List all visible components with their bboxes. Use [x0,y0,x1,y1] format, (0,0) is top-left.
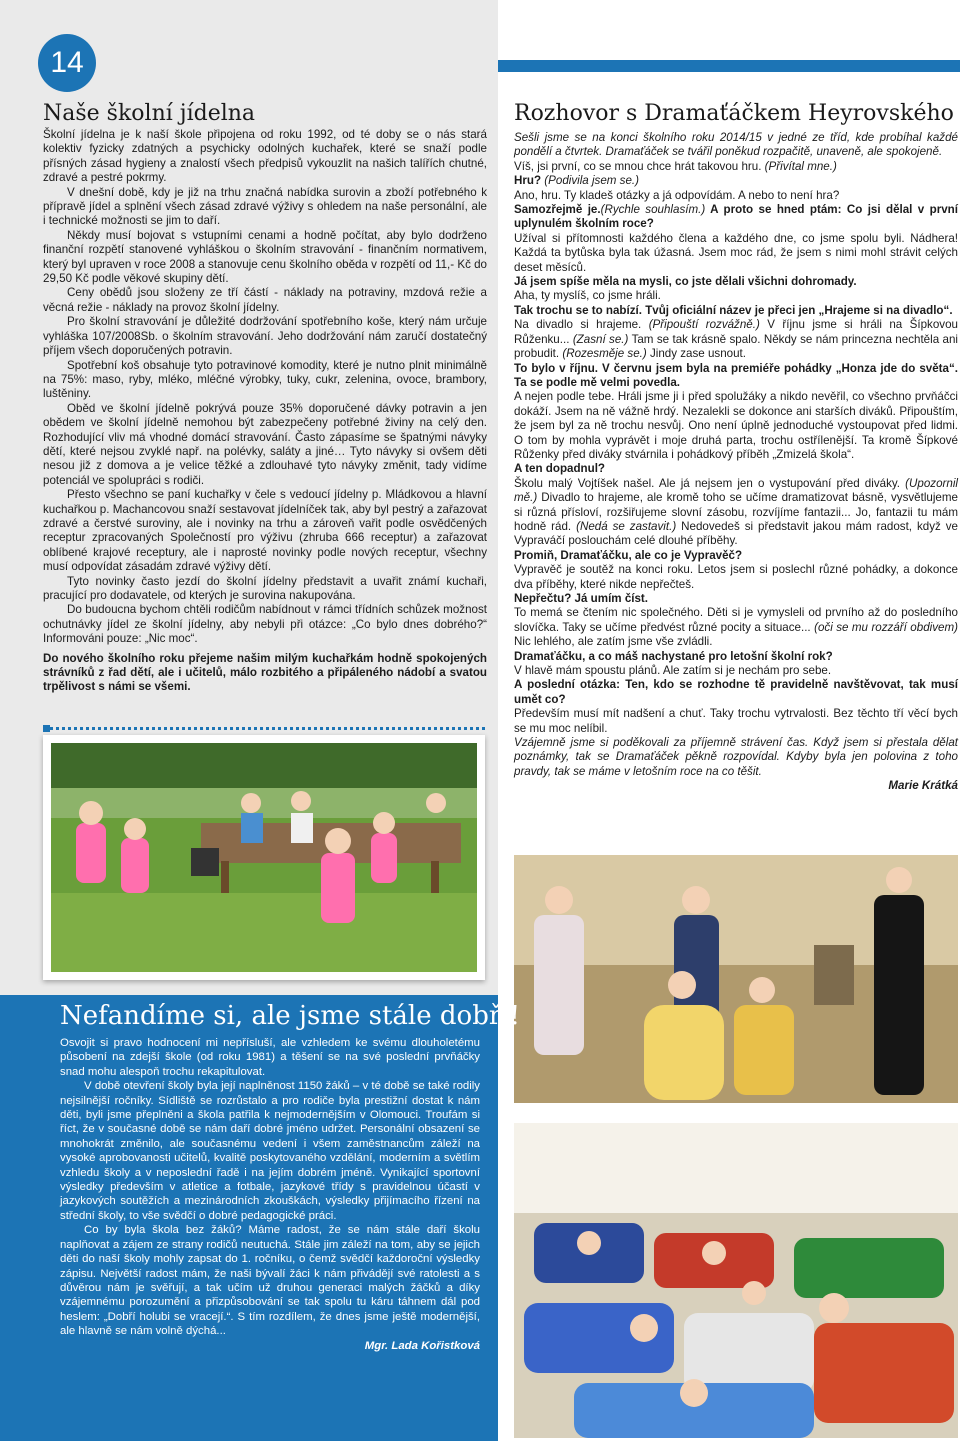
theatre-photo [514,855,958,1103]
interview-answer: Vypravěč je soutěž na konci roku. Letos jsem si poslechl různé pohádky, a dokonce dva příběhy, které nikde nepřečteš. [514,563,958,591]
interview-answer: Ano, hru. Ty kladeš otázky a já odpovídám. A nebo to není hra? [514,188,840,202]
lunch-article-title: Naše školní jídelna [43,101,256,126]
history-paragraph: Osvojit si pravo hodnocení mi nepřísluší, ale vzhledem ke svému dlouholetému působení na zdejší škole (od roku 1981) a těšení se na své poslední prvňáčky snad mohu alespoň trochu rekapitulovat. [60,1037,480,1078]
interview-answer: To memá se čtením nic společného. Děti si je vymysleli od prvního až do posledního slovíčka. Taky se učíme předvést různé pocity a situace... (oči se mu rozzáří obdivem) Nic lehlého, ale zatím jsme vše zvládli. [514,606,958,649]
lunch-paragraph: Přesto všechno se paní kuchařky v čele s vedoucí jídelny p. Mládkovou a hlavní kuchařkou p. Machancovou snaží sestavovat jídelníček tak, aby byl pestrý a zařazovat zdravé a čerstvé suroviny, ale i novinky na trhu a zároveň vařit podle osvědčených receptur zpracovaných Společností pro výživu (zhruba 666 receptur) a zařazovat oblíbené krajové receptury, ale i naprosté novinky podle nových receptur, všechny musí odpovídat zásadám zdravé výživy dětí. [43,488,487,574]
section-divider [43,727,485,734]
interview-question: A poslední otázka: Ten, kdo se rozhodne tě pravidelně navštěvovat, tak musí umět co? [514,678,958,706]
history-signature: Mgr. Lada Kořistková [364,1339,480,1352]
interview-question: Hru? (Podivila jsem se.) [514,174,639,188]
interview-answer: A nejen podle tebe. Hráli jsme ji i před spolužáky a nikdo nevěřil, co všechno prvňáčci dokáží. Jsem na ně vážně hrdý. Nezalekli se dokonce ani starších diváků. Připouštím, že jsem byl za ně trochu nesvůj. Ono není úplně jednoduché vystoupovat před lidmi. O tom by mohla vyprávět i moje druhá parta, trochu ostřílenější. Ta kromě Šípkové Růženky před diváky stvárnila i pohádkový příběh „Zmizelá škola“. [514,390,958,461]
page-number: 14 [38,34,96,92]
interview-answer: Na divadlo si hrajeme. (Připouští rozvážně.) V říjnu jsme si hráli na Šípkovou Růženku... (Zasní se.) Tam se tak krásně spalo. Někdy se nám princezna nechtěla ani probudit. (Rozesměje se.) Jindy zase usnout. [514,318,958,361]
lunch-paragraph: Školní jídelna je k naší škole připojena od roku 1992, od té doby se o nás stará kolektiv fyzicky zdatných a psychicky odolných kuchařek, které se snaží podle přísných zásad hygieny a znalostí všech předpisů vykouzlit na našich talířích chutné, zdravé a pestré pokrmy. [43,128,487,185]
lunch-paragraph: Někdy musí bojovat s vstupními cenami a hodně počítat, aby bylo dodrženo finanční rozpětí stanovené vyhláškou o školním stravování - finančním normativem, který byl upraven v roce 2008 a stanovuje cenu školního oběda v rozpětí od 11,- Kč do 29,50 Kč podle věkové skupiny dětí. [43,228,487,286]
history-paragraph: V době otevření školy byla její naplněnost 1150 žáků – v té době se také rodily nejsilnější ročníky. Sídliště se rozrůstalo a pro rodiče byla prestižní dostat k nám děti, byli jsme přeplněni a škola patřila k nejmodernějším v Olomouci. Troufám si říct, že v současné době se nám daří dobré jméno udržet. Personální obsazení se mnohokrát změnilo, ale současnému vedení i všem zaměstnancům záleží na vysoké aprobovanosti učitelů, kvalitě poskytovaného vzdělání, moderním a světlím vzhledu školy a v neposlední řadě i na jejím dobrém jméně. Vynikající sportovní výsledky především v atletice a fotbale, jazykové třídy s pravidelnou účastí v jazykových soutěžích a mezinárodních zkouškách, výsledky přijímacího řízení na střední školy, to vše svědčí o dobré pedagogické práci. [60,1080,480,1222]
interview-answer: Víš, jsi první, co se mnou chce hrát takovou hru. (Přivítal mne.) [514,159,837,173]
interview-question: Já jsem spíše měla na mysli, co jste dělali všichni dohromady. [514,275,857,289]
interview-answer: V hlavě mám spoustu plánů. Ale zatím si je nechám pro sebe. [514,664,832,678]
lunch-paragraph: Spotřební koš obsahuje tyto potravinové komodity, které je nutno plnit minimálně na 75%: maso, ryby, mléko, mléčné výrobky, tuky, cukr, zelenina, ovoce, brambory, luštěniny. [43,358,487,401]
interview-question: A ten dopadnul? [514,462,606,476]
interview-question: Samozřejmě je.(Rychle souhlasím.) A proto se hned ptám: Co jsi dělal v první uplynulém školním roce? [514,203,958,231]
interview-question: To bylo v říjnu. V červnu jsem byla na premiéře pohádky „Honza jde do světa“. Ta se podle mě velmi povedla. [514,361,958,389]
interview-outro: Vzájemně jsme si poděkovali za příjemně strávení čas. Když jsem si přestala dělat poznámky, tak se Dramaťáček pěkně rozpovídal. Kdyby byla jen polovina z toho pravdy, tak se máme v letošním roce na co těšit. [514,736,958,778]
interview-title: Rozhovor s Dramaťáčkem Heyrovského [514,101,954,126]
lunch-photo [43,735,485,980]
children-theatre-performance-photo [514,855,958,1103]
interview-answer: Aha, ty myslíš, co jsme hráli. [514,289,661,303]
interview-intro: Sešli jsme se na konci školního roku 2014/15 v jedné ze tříd, kde probíhal každé pondělí a čtvrtek. Dramaťáček se tvářil poněkud rozpačitě, unaveně, ale spokojeně. [514,131,958,159]
interview-signature: Marie Krátká [888,779,958,793]
history-paragraph: Co by byla škola bez žáků? Máme radost, že se nám stále daří školu naplňovat a zájem ze strany rodičů neutuchá. Stále jim záleží na tom, aby se jejich děti do naší školy mohly zapsat do 1. ročníku, o čemž svědčí každoroční výsledky zápisu. Největší radost mám, že naši bývalí žáci k nám přivádějí své ratolesti a s důvěrou nám je svěřují, a tak učím už druhou generaci malých žáčků a díky vzájemnému porozumění a přizpůsobování se tak spolu tu káru táhnem dál pod heslem: „Dobří holubi se vracejí.“. S tím rozdílem, že dnes jsme ještě modernější, ale hlavně se nám volně dýchá... [60,1224,480,1338]
top-accent-bar [498,60,960,72]
lunch-article-body [43,128,487,695]
lunch-paragraph: Pro školní stravování je důležité dodržování spotřebního koše, který nám určuje vyhláška 107/2008Sb. o školním stravování. Jeho dodržování nám zaručí dostatečný příjem všech doporučených potravin. [43,315,487,358]
interview-question: Dramaťáčku, a co máš nachystané pro letošní školní rok? [514,649,833,663]
lunch-paragraph: Do budoucna bychom chtěli rodičům nabídnout v rámci třídních schůzek možnost ochutnávky jídel ze školní jídelny, aby nebyli při otázce: „Co bylo dnes dobrého?“ Informováni pouze: „Nic moc“. [43,603,487,646]
lunch-closing: Do nového školního roku přejeme našim milým kuchařkám hodně spokojených strávníků z řad dětí, ale i učitelů, málo rozbitého a připáleného nádobí a svatou trpělivost s námi se všemi. [43,651,487,694]
interview-question: Tak trochu se to nabízí. Tvůj oficiální název je přeci jen „Hrajeme si na divadlo“. [514,303,953,317]
interview-answer: Školu malý Vojtíšek našel. Ale já nejsem jen o vystupování před diváky. (Upozornil mě.) Divadlo to hrajeme, ale kromě toho se učíme dramatizovat básně, vysvětlujeme si různá přísloví, rozšiřujeme slovní zásobu, rozvíjíme fantazii... Jo, fantazii tu mám hodně rád. (Nedá se zastavit.) Nedovedeš si představit jakou mám radost, když ve Vypraváčí poslouchám celé dlouhé příběhy. [514,476,958,548]
lunch-paragraph: Tyto novinky často jezdí do školní jídelny představit a uvařit známí kuchaři, pracující pro dodavatele, od kterých je surovina nakupována. [43,574,487,602]
children-sleeping-bags-photo [514,1123,958,1438]
interview-answer: Především musí mít nadšení a chuť. Taky trochu vytrvalosti. Bez těchto tří věcí bych se mu moc nelíbil. [514,707,958,735]
history-title: Nefandíme si, ale jsme stále dobří! [60,1001,521,1031]
interview-answer: Užíval si přítomnosti každého člena a každého dne, co jsme spolu byli. Nádhera! Každá ta bytůska byla tak úžasná. Jsem moc rád, že jsem s nimi mohl strávit celých deset měsíců. [514,231,958,274]
lunch-paragraph: Ceny obědů jsou složeny ze tří částí - náklady na potraviny, mzdová režie a věcná režie - náklady na provoz školní jídelny. [43,286,487,314]
history-body [60,1036,480,1353]
interview-question: Nepřečtu? Já umím číst. [514,592,649,605]
lunch-paragraph: Oběd ve školní jídelně pokrývá pouze 35% doporučené dávky potravin a jen obědem ve školní jídelně nemohou být zabezpečeny potřebné živiny na celý den. Rozhodující vliv má vhodné domácí stravování. Často zápasíme se špatnými návyky dětí, které nejsou zvyklé např. na polévky, saláty a jiné… Tyto návyky si ovšem děti nesou již z domova a je velice těžké a zdlouhavé tyto návyky změnit, tady vidíme potenciál ve spolupráci s rodiči. [43,401,487,487]
interview-body [514,131,958,794]
sleepover-photo [514,1123,958,1438]
interview-question: Promiň, Dramaťáčku, ale co je Vypravěč? [514,548,743,562]
children-at-picnic-photo [51,743,477,972]
lunch-paragraph: V dnešní době, kdy je již na trhu značná nabídka surovin a zboží potřebného k přípravě jídel a splnění všech zásad zdravé výživy s ohledem na naše personální, ale i technické možnosti se jim to daří. [43,185,487,228]
